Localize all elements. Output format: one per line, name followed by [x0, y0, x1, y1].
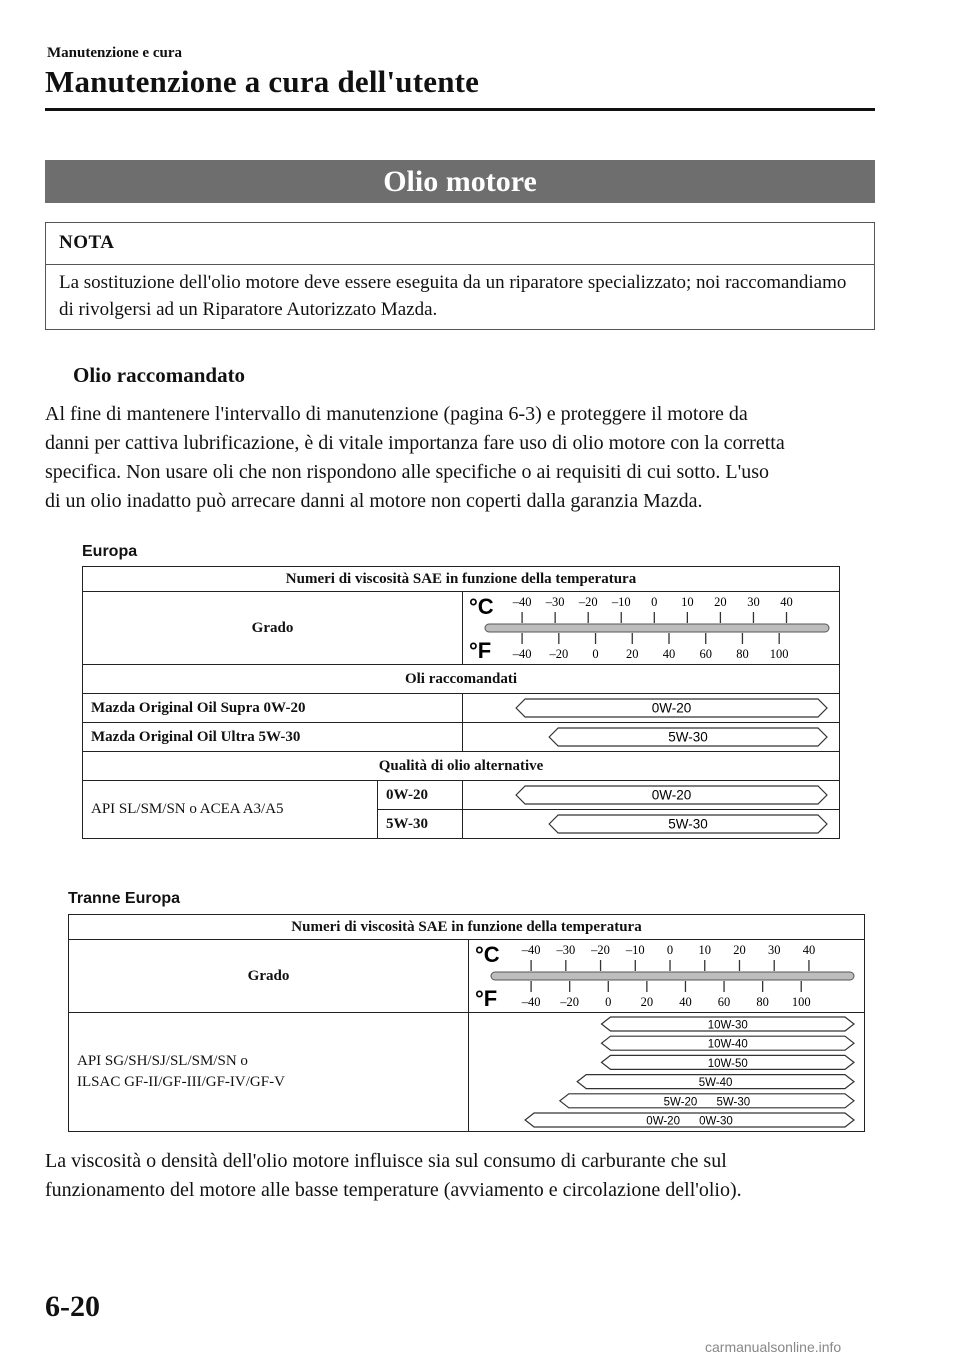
fahrenheit-tick-label: 0 — [605, 995, 612, 1009]
europe-grado-label: Grado — [83, 592, 463, 665]
other-spec-line-1: API SG/SH/SJ/SL/SM/SN o — [77, 1053, 248, 1069]
celsius-tick-label: 40 — [780, 595, 793, 609]
celsius-tick-label: –20 — [578, 595, 598, 609]
fahrenheit-symbol: °F — [475, 986, 498, 1011]
viscosity-range-bar — [463, 781, 837, 809]
europe-temp-scale — [463, 592, 840, 665]
fahrenheit-tick-label: 80 — [736, 647, 749, 661]
celsius-tick-label: –30 — [556, 943, 576, 957]
europe-alternative-bar-2 — [463, 810, 840, 839]
celsius-tick-label: 40 — [802, 943, 816, 957]
fahrenheit-tick-label: 40 — [679, 995, 692, 1009]
fahrenheit-tick-label: 100 — [791, 995, 811, 1009]
viscosity-range-bar — [463, 694, 837, 722]
viscosity-range-bar — [463, 723, 837, 751]
viscosity-range-bar — [463, 810, 837, 838]
thermometer-scale — [463, 592, 837, 664]
celsius-tick-label: –30 — [545, 595, 565, 609]
celsius-symbol: °C — [475, 942, 500, 967]
thermometer-tube — [491, 972, 854, 980]
page-title: Manutenzione a cura dell'utente — [45, 64, 480, 99]
europe-recommended-bar-2 — [463, 723, 840, 752]
fahrenheit-tick-label: 60 — [717, 995, 731, 1009]
fahrenheit-tick-label: 0 — [592, 647, 599, 661]
europe-alternative-grade-2: 5W-30 — [378, 810, 463, 839]
celsius-tick-label: 30 — [767, 943, 781, 957]
europe-recommended-header: Oli raccomandati — [83, 665, 840, 694]
range-label: 5W-20 5W-30 — [663, 1096, 751, 1109]
celsius-tick-label: 0 — [666, 943, 674, 957]
thermometer-tube — [485, 624, 829, 632]
other-table-header: Numeri di viscosità SAE in funzione della temperatura — [69, 915, 865, 940]
celsius-tick-label: 0 — [651, 595, 658, 609]
fahrenheit-tick-label: 20 — [626, 647, 639, 661]
europe-alternative-grade-1: 0W-20 — [378, 781, 463, 810]
closing-line-2: funzionamento del motore alle basse temperature (avviamento e circolazione dell'olio). — [45, 1179, 742, 1201]
fahrenheit-tick-label: –20 — [549, 647, 569, 661]
note-box — [45, 222, 875, 330]
celsius-tick-label: 10 — [698, 943, 712, 957]
fahrenheit-tick-label: 100 — [769, 647, 789, 661]
section-banner: Olio motore — [45, 160, 875, 203]
note-title: NOTA — [59, 232, 115, 253]
other-spec-line-2: ILSAC GF-II/GF-III/GF-IV/GF-V — [77, 1074, 285, 1090]
europe-recommended-bar-1 — [463, 694, 840, 723]
range-label: 5W-40 — [698, 1077, 733, 1090]
celsius-tick-label: –10 — [625, 943, 645, 957]
celsius-tick-label: 20 — [714, 595, 727, 609]
fahrenheit-tick-label: –20 — [560, 995, 580, 1009]
celsius-tick-label: 30 — [747, 595, 760, 609]
intro-line-4: di un olio inadatto può arrecare danni al motore non coperti dalla garanzia Mazda. — [45, 490, 703, 512]
thermometer-scale — [469, 940, 862, 1012]
celsius-tick-label: –20 — [591, 943, 610, 957]
footer-watermark: carmanualsonline.info — [705, 1339, 842, 1355]
note-text: La sostituzione dell'olio motore deve essere eseguita da un riparatore specializzato; noi raccomandiamo di rivolgersi ad un Riparatore Autorizzato Mazda. — [59, 272, 847, 320]
other-table — [68, 914, 865, 1132]
fahrenheit-symbol: °F — [469, 638, 492, 663]
europe-table-header: Numeri di viscosità SAE in funzione della temperatura — [83, 567, 840, 592]
fahrenheit-tick-label: 20 — [640, 995, 654, 1009]
europe-alternative-spec: API SL/SM/SN o ACEA A3/A5 — [83, 781, 378, 839]
europe-recommended-name-1: Mazda Original Oil Supra 0W-20 — [83, 694, 463, 723]
closing-line-1: La viscosità o densità dell'olio motore influisce sia sul consumo di carburante che sul — [45, 1150, 727, 1172]
intro-line-2: danni per cattiva lubrificazione, è di vitale importanza fare uso di olio motore con la corretta — [45, 432, 785, 454]
other-grado-label: Grado — [69, 940, 469, 1013]
range-label: 10W-50 — [707, 1057, 748, 1070]
celsius-tick-label: –10 — [611, 595, 631, 609]
title-rule — [45, 108, 875, 111]
other-spec — [69, 1013, 469, 1132]
celsius-tick-label: 20 — [733, 943, 746, 957]
page-number: 6-20 — [45, 1290, 100, 1323]
range-label: 10W-30 — [707, 1019, 748, 1032]
celsius-tick-label: –40 — [512, 595, 532, 609]
europe-alternative-bar-1 — [463, 781, 840, 810]
subheading: Olio raccomandato — [73, 363, 246, 387]
region-label-europe: Europa — [82, 543, 138, 560]
range-label: 0W-20 — [651, 787, 692, 803]
celsius-tick-label: –40 — [521, 943, 541, 957]
range-label: 5W-30 — [668, 816, 708, 832]
celsius-symbol: °C — [469, 594, 494, 619]
region-label-other: Tranne Europa — [68, 890, 181, 907]
intro-line-1: Al fine di mantenere l'intervallo di manutenzione (pagina 6-3) e proteggere il motore da — [45, 403, 748, 425]
fahrenheit-tick-label: 80 — [756, 995, 769, 1009]
other-bars — [469, 1013, 865, 1132]
fahrenheit-tick-label: 60 — [699, 647, 712, 661]
section-header: Manutenzione e cura — [47, 45, 182, 61]
intro-line-3: specifica. Non usare oli che non rispondono alle specifiche o ai requisiti di cui sotto. L'uso — [45, 461, 769, 483]
celsius-tick-label: 10 — [681, 595, 694, 609]
europe-table — [82, 566, 840, 839]
fahrenheit-tick-label: –40 — [521, 995, 541, 1009]
range-label: 5W-30 — [668, 729, 708, 745]
europe-recommended-name-2: Mazda Original Oil Ultra 5W-30 — [83, 723, 463, 752]
range-label: 0W-20 — [651, 700, 692, 716]
viscosity-range-bars — [469, 1013, 862, 1131]
other-temp-scale — [469, 940, 865, 1013]
fahrenheit-tick-label: –40 — [512, 647, 532, 661]
fahrenheit-tick-label: 40 — [662, 647, 676, 661]
range-label: 10W-40 — [707, 1038, 748, 1051]
europe-alternative-header: Qualità di olio alternative — [83, 752, 840, 781]
range-label: 0W-20 0W-30 — [646, 1115, 733, 1128]
note-divider — [46, 264, 874, 265]
